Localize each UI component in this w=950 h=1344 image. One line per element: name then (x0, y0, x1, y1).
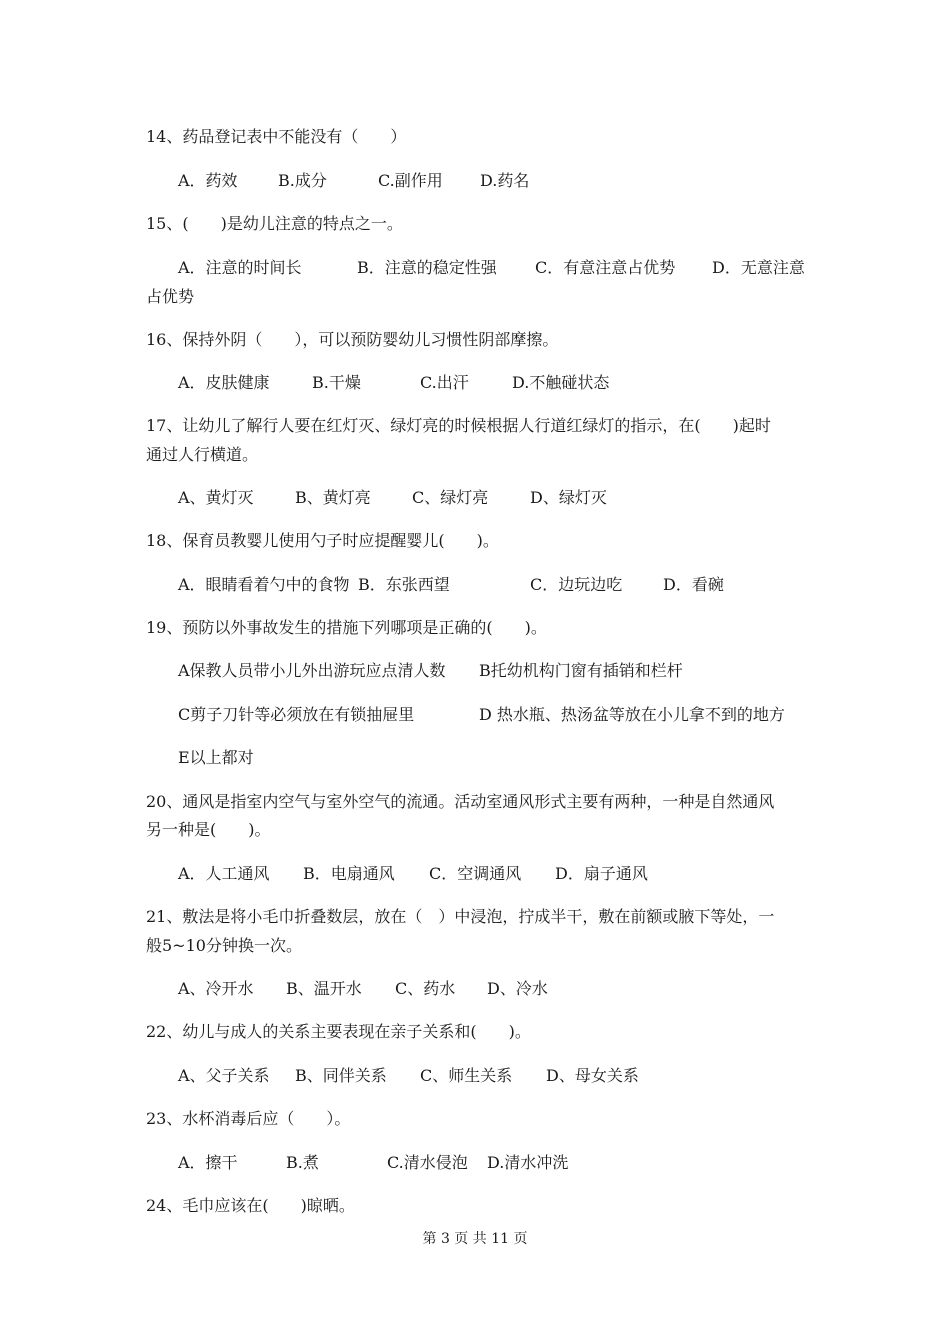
q21-option-d: D、冷水 (487, 979, 548, 998)
question-16-stem: 16、保持外阴（ ），可以预防婴幼儿习惯性阴部摩擦。 (146, 330, 559, 349)
q21-option-b: B、温开水 (286, 979, 362, 998)
q19-option-d: D 热水瓶、热汤盆等放在小儿拿不到的地方 (479, 705, 785, 724)
page-number-footer: 第 3 页 共 11 页 (422, 1231, 528, 1247)
q23-option-c: C.清水侵泡 (387, 1153, 468, 1172)
q20-option-b: B．电扇通风 (303, 864, 395, 883)
q18-option-c: C．边玩边吃 (530, 575, 623, 594)
q20-option-a: A．人工通风 (178, 864, 270, 883)
question-19-stem: 19、预防以外事故发生的措施下列哪项是正确的( )。 (146, 618, 547, 637)
q22-option-a: A、父子关系 (178, 1066, 270, 1085)
question-17-stem: 17、让幼儿了解行人要在红灯灭、绿灯亮的时候根据人行道红绿灯的指示，在( )起时 (146, 416, 771, 435)
q23-option-a: A．擦干 (178, 1153, 238, 1172)
question-17-stem-line2: 通过人行横道。 (146, 445, 259, 464)
question-20-stem-line2: 另一种是( )。 (146, 820, 271, 839)
q22-option-d: D、母女关系 (546, 1066, 639, 1085)
q19-option-c: C剪子刀针等必须放在有锁抽屉里 (178, 705, 415, 724)
question-18-stem: 18、保育员教婴儿使用勺子时应提醒婴儿( )。 (146, 531, 499, 550)
question-21-stem-line2: 般5~10分钟换一次。 (146, 936, 302, 955)
q14-option-b: B.成分 (278, 171, 327, 190)
question-14-stem: 14、药品登记表中不能没有（ ） (146, 127, 407, 146)
q15-option-a: A．注意的时间长 (178, 258, 302, 277)
q22-option-c: C、师生关系 (420, 1066, 513, 1085)
q18-option-a: A．眼睛看着勺中的食物 (178, 575, 350, 594)
q14-option-c: C.副作用 (378, 171, 443, 190)
q17-option-d: D、绿灯灭 (530, 488, 607, 507)
question-15-stem: 15、( )是幼儿注意的特点之一。 (146, 214, 403, 233)
q17-option-a: A、黄灯灭 (178, 488, 254, 507)
q15-option-c: C．有意注意占优势 (535, 258, 676, 277)
question-22-stem: 22、幼儿与成人的关系主要表现在亲子关系和( )。 (146, 1022, 531, 1041)
q22-option-b: B、同伴关系 (295, 1066, 387, 1085)
q17-option-c: C、绿灯亮 (412, 488, 489, 507)
q16-option-a: A．皮肤健康 (178, 373, 270, 392)
q21-option-c: C、药水 (395, 979, 456, 998)
q16-option-c: C.出汗 (420, 373, 469, 392)
q15-option-b: B．注意的稳定性强 (357, 258, 497, 277)
question-24-stem: 24、毛巾应该在( )晾晒。 (146, 1196, 355, 1215)
q15-option-d: D．无意注意 (712, 258, 805, 277)
q16-option-b: B.干燥 (312, 373, 361, 392)
q20-option-d: D．扇子通风 (555, 864, 648, 883)
q14-option-a: A．药效 (178, 171, 238, 190)
question-20-stem: 20、通风是指室内空气与室外空气的流通。活动室通风形式主要有两种，一种是自然通风 (146, 792, 775, 811)
q20-option-c: C．空调通风 (429, 864, 522, 883)
q21-option-a: A、冷开水 (178, 979, 254, 998)
q23-option-d: D.清水冲洗 (487, 1153, 569, 1172)
q17-option-b: B、黄灯亮 (295, 488, 371, 507)
q19-option-e: E以上都对 (178, 748, 254, 767)
q18-option-d: D．看碗 (663, 575, 724, 594)
q16-option-d: D.不触碰状态 (512, 373, 610, 392)
q23-option-b: B.煮 (286, 1153, 319, 1172)
question-23-stem: 23、水杯消毒后应（ ）。 (146, 1109, 351, 1128)
q18-option-b: B．东张西望 (358, 575, 450, 594)
q14-option-d: D.药名 (480, 171, 530, 190)
q19-option-a: A保教人员带小儿外出游玩应点清人数 (178, 661, 446, 680)
question-21-stem: 21、敷法是将小毛巾折叠数层，放在（ ）中浸泡，拧成半干，敷在前额或腋下等处，一 (146, 907, 775, 926)
q19-option-b: B托幼机构门窗有插销和栏杆 (479, 661, 683, 680)
q15-option-d-continuation: 占优势 (146, 287, 195, 306)
